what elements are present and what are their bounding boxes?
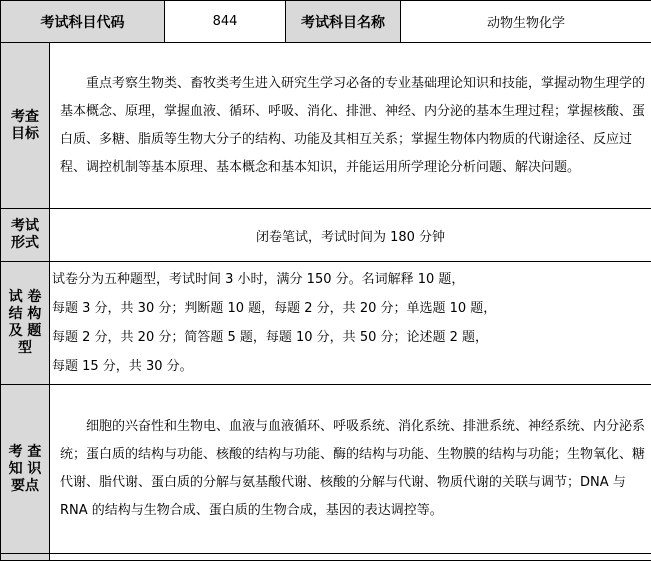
exam-form-row [1, 209, 651, 262]
knowledge-label-line: 要点 [1, 478, 49, 495]
structure-line: 每题 15 分，共 30 分。 [52, 352, 651, 381]
structure-line: 每题 3 分，共 30 分；判断题 10 题，每题 2 分，共 20 分；单选题 10 题， [52, 294, 651, 323]
structure-text [50, 265, 651, 381]
objective-row [1, 43, 651, 209]
trailing-row [1, 554, 651, 561]
header-row [1, 1, 651, 43]
trailing-content-cell [50, 554, 651, 561]
knowledge-label-line: 考 查 [1, 444, 49, 461]
exam-form-label [1, 209, 50, 262]
structure-line: 每题 2 分，共 20 分；简答题 5 题，每题 10 分，共 50 分；论述题 2 题， [52, 323, 651, 352]
objective-label-line: 考查 [1, 109, 49, 126]
subject-code-value: 844 [165, 1, 286, 43]
subject-code-label: 考试科目代码 [1, 1, 165, 43]
objective-content [50, 43, 651, 209]
subject-name-label: 考试科目名称 [286, 1, 401, 43]
structure-label [1, 262, 50, 385]
structure-row [1, 262, 651, 385]
exam-form-label-line: 考试 [1, 218, 49, 235]
objective-label-line: 目标 [1, 126, 49, 143]
trailing-label-cell [1, 554, 50, 561]
structure-label-line: 试 卷 [1, 289, 49, 306]
knowledge-row [1, 385, 651, 554]
structure-content [50, 262, 651, 385]
knowledge-label [1, 385, 50, 554]
structure-label-line: 型 [1, 340, 49, 357]
structure-line: 试卷分为五种题型，考试时间 3 小时，满分 150 分。名词解释 10 题， [52, 265, 651, 294]
structure-label-line: 及 题 [1, 323, 49, 340]
subject-name-value: 动物生物化学 [401, 1, 651, 43]
knowledge-label-line: 知 识 [1, 461, 49, 478]
exam-form-label-line: 形式 [1, 235, 49, 252]
knowledge-text: 细胞的兴奋性和生物电、血液与血液循环、呼吸系统、消化系统、排泄系统、神经系统、内分泌系统；蛋白质的结构与功能、核酸的结构与功能、酶的结构与功能、生物膜的结构与功能；生物氧化、糖代谢、脂代谢、蛋白质的分解与氨基酸代谢、核酸的分解与代谢、物质代谢的关联与调节；DNA 与 RNA 的结构与生物合成、蛋白质的生物合成，基因的表达调控等。 [50, 413, 651, 525]
objective-text: 重点考察生物类、畜牧类考生进入研究生学习必备的专业基础理论知识和技能，掌握动物生理学的基本概念、原理，掌握血液、循环、呼吸、消化、排泄、神经、内分泌的基本生理过程；掌握核酸、蛋白质、多糖、脂质等生物大分子的结构、功能及其相互关系；掌握生物体内物质的代谢途径、反应过程、调控机制等基本原理、基本概念和基本知识，并能运用所学理论分析问题、解决问题。 [50, 70, 651, 182]
structure-label-line: 结 构 [1, 306, 49, 323]
objective-label [1, 43, 50, 209]
exam-form-text: 闭卷笔试，考试时间为 180 分钟 [50, 209, 651, 262]
knowledge-content [50, 385, 651, 554]
